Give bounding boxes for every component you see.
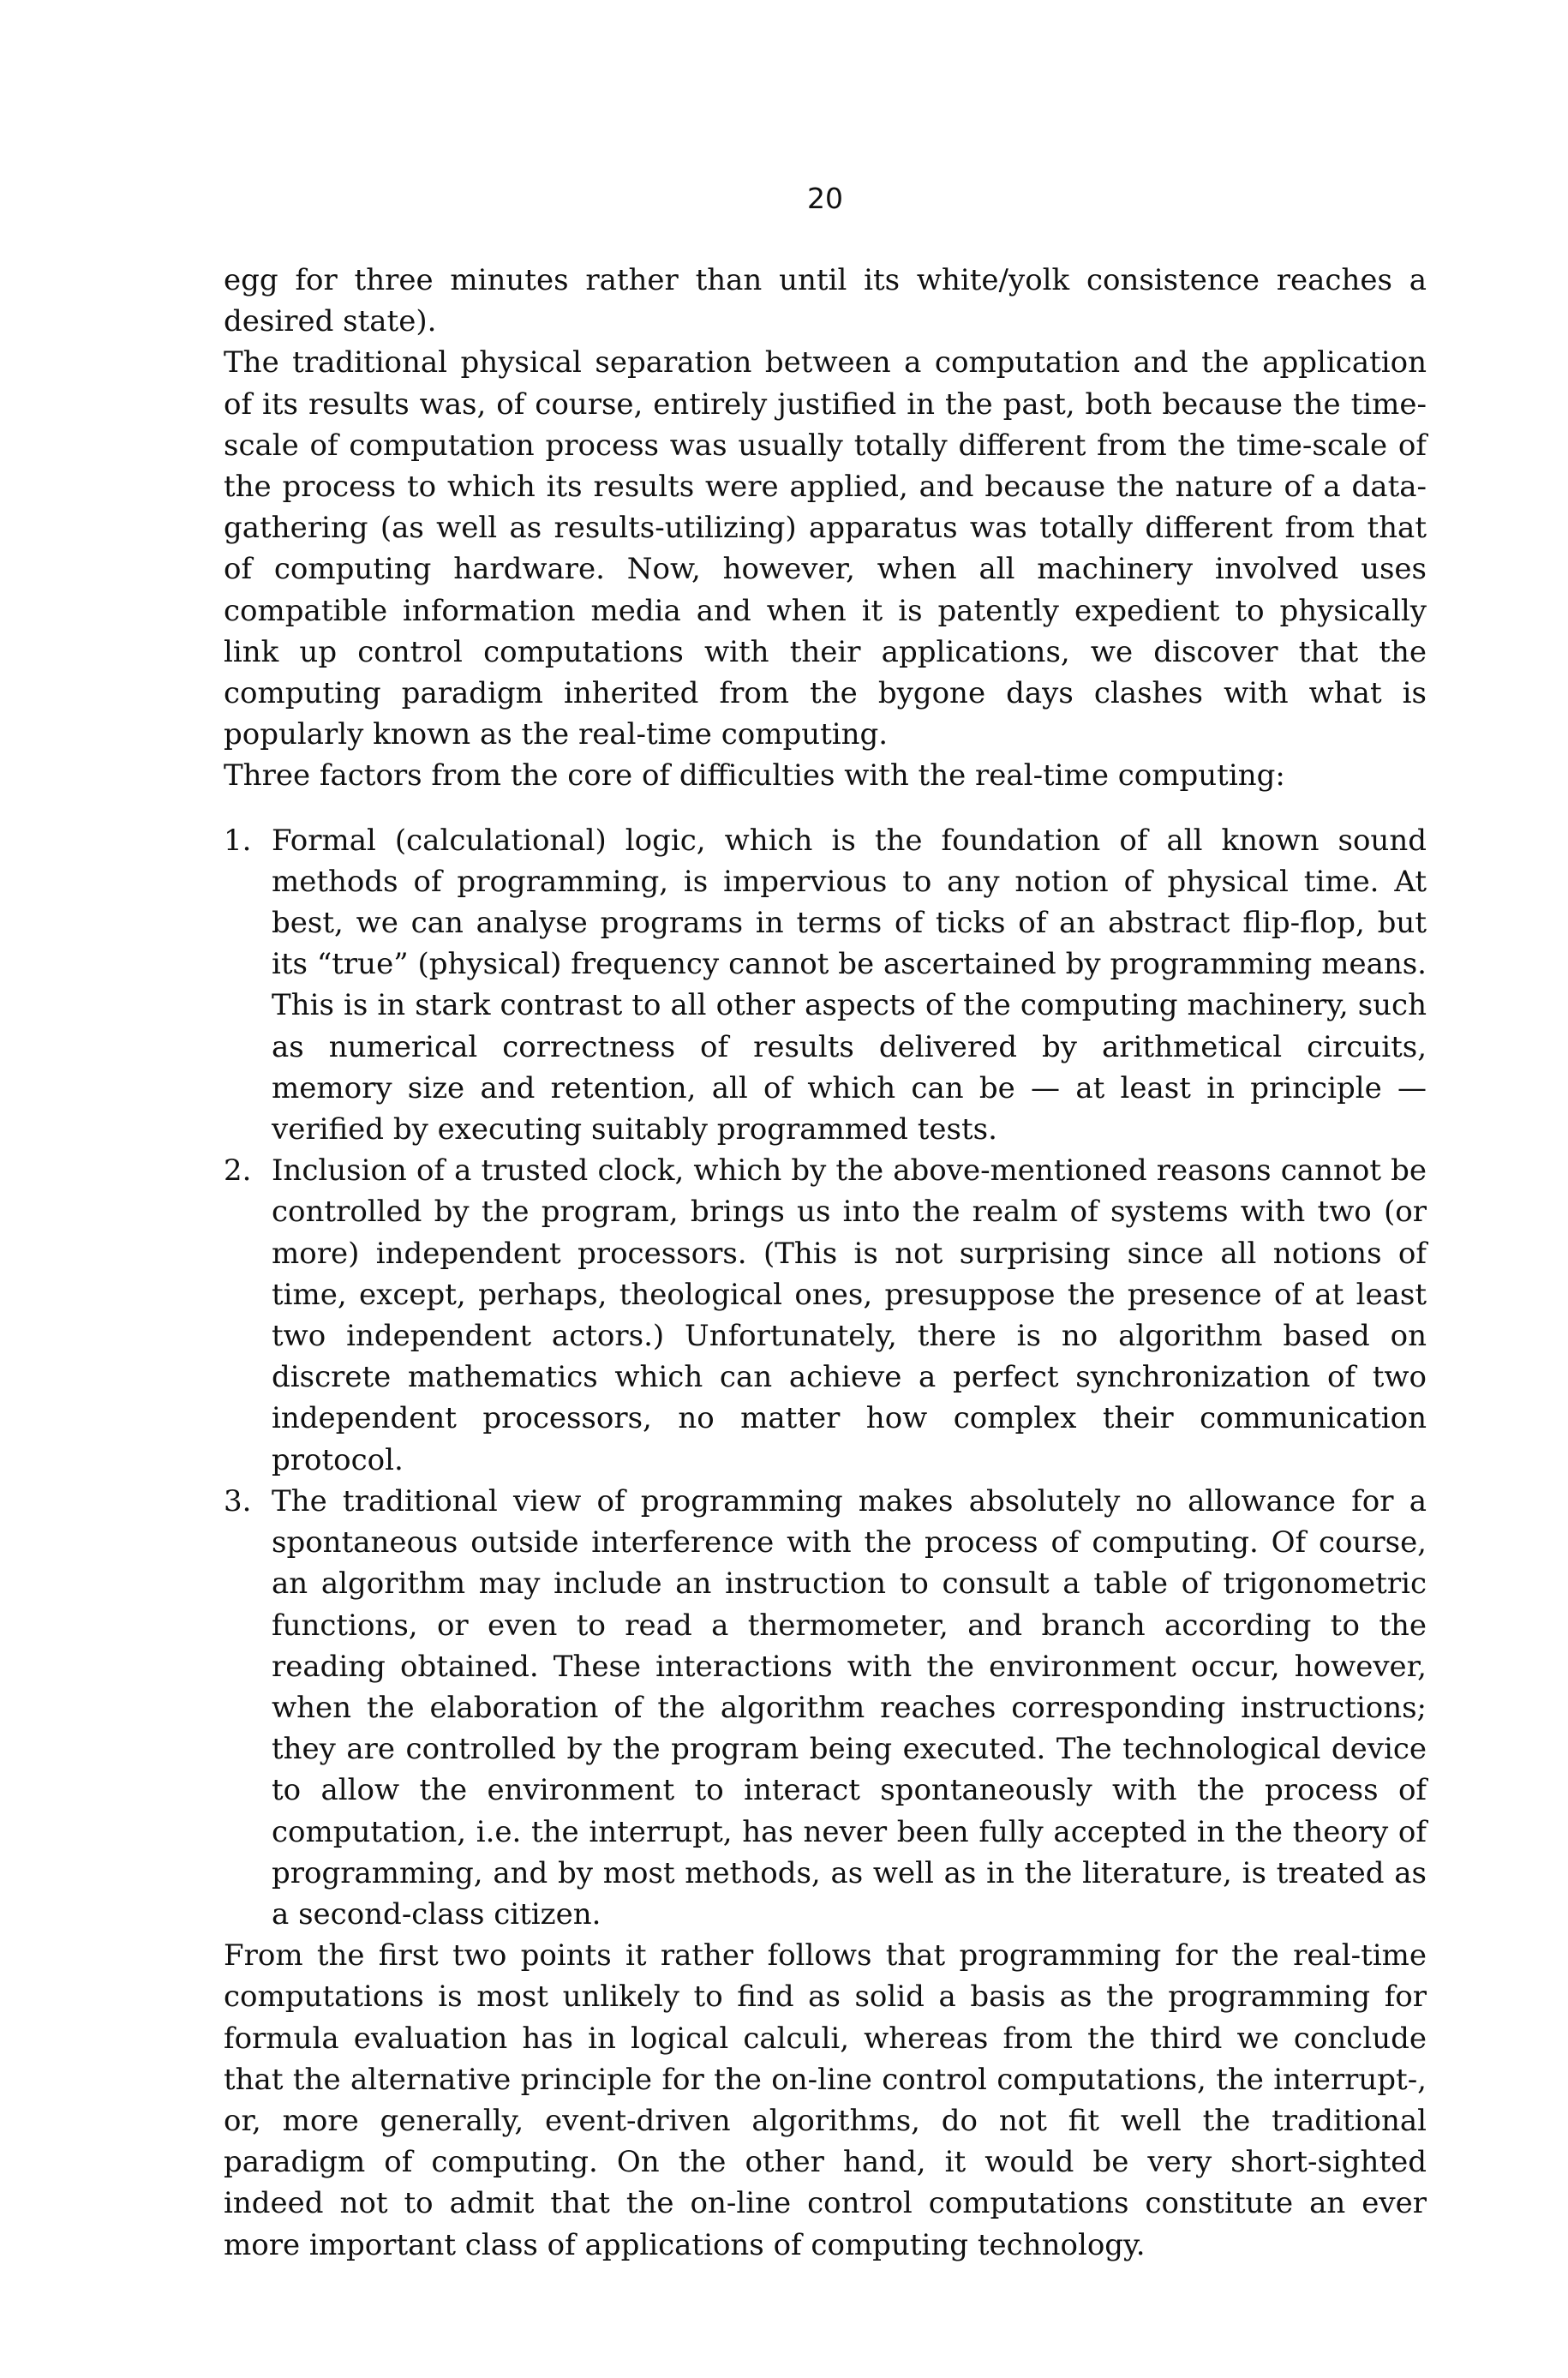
page-number: 20 [807, 182, 843, 215]
document-page [224, 0, 1427, 2378]
continuation-paragraph: egg for three minutes rather than until its white/yolk consistence reaches a desired state). [224, 263, 1427, 339]
list-item [224, 820, 1427, 1151]
factors-list [224, 820, 1427, 1935]
separation-paragraph: The traditional physical separation between a computation and the application of its results was, of course, entirely justified in the past, both because the time-scale of computation process was usually totally different from the time-scale of the process to which its results were applied, and because the nature of a data-gathering (as well as results-utilizing) apparatus was totally different from that of computing hardware. Now, however, when all machinery involved uses compatible information media and when it is patently expedient to physically link up control computations with their applications, we discover that the computing paradigm inherited from the bygone days clashes with what is popularly known as the real-time computing. [224, 345, 1427, 752]
list-item-number: 2. [224, 1153, 252, 1189]
list-item-number: 3. [224, 1483, 252, 1518]
list-item-text: The traditional view of programming makes absolutely no allowance for a spontaneous outside interference with the process of computing. Of course, an algorithm may include an instruction to consult a table of trigonometric functions, or even to read a thermometer, and branch according to the reading obtained. These interactions with the environment occur, however, when the elaboration of the algorithm reaches corresponding instructions; they are controlled by the program being executed. The technological device to allow the environment to interact spontaneously with the process of computation, i.e. the interrupt, has never been fully accepted in the theory of programming, and by most methods, as well as in the literature, is treated as a second-class citizen. [272, 1483, 1427, 1932]
list-item-number: 1. [224, 823, 252, 858]
list-item-text: Formal (calculational) logic, which is the foundation of all known sound methods of programming, is impervious to any notion of physical time. At best, we can analyse programs in terms of ticks of an abstract flip-flop, but its “true” (physical) frequency cannot be ascertained by programming means. This is in stark contrast to all other aspects of the computing machinery, such as numerical correctness of results delivered by arithmetical circuits, memory size and retention, all of which can be — at least in principle — verified by executing suitably programmed tests. [272, 823, 1427, 1147]
list-item-text: Inclusion of a trusted clock, which by the above-mentioned reasons cannot be controlled by the program, brings us into the realm of systems with two (or more) independent processors. (This is not surprising since all notions of time, except, perhaps, theological ones, presuppose the presence of at least two independent actors.) Unfortunately, there is no algorithm based on discrete mathematics which can achieve a perfect synchronization of two independent processors, no matter how complex their communication protocol. [272, 1153, 1427, 1477]
body-text [224, 260, 1427, 2266]
conclusion-paragraph: From the first two points it rather follows that programming for the real-time computations is most unlikely to find as solid a basis as the programming for formula evaluation has in logical calculi, whereas from the third we conclude that the alternative principle for the on-line control computations, the interrupt-, or, more generally, event-driven algorithms, do not fit well the traditional paradigm of computing. On the other hand, it would be very short-sighted indeed not to admit that the on-line control computations constitute an ever more important class of applications of computing technology. [224, 1938, 1427, 2262]
factors-intro-paragraph: Three factors from the core of difficulties with the real-time computing: [224, 758, 1285, 794]
list-item [224, 1150, 1427, 1481]
list-item [224, 1481, 1427, 1935]
